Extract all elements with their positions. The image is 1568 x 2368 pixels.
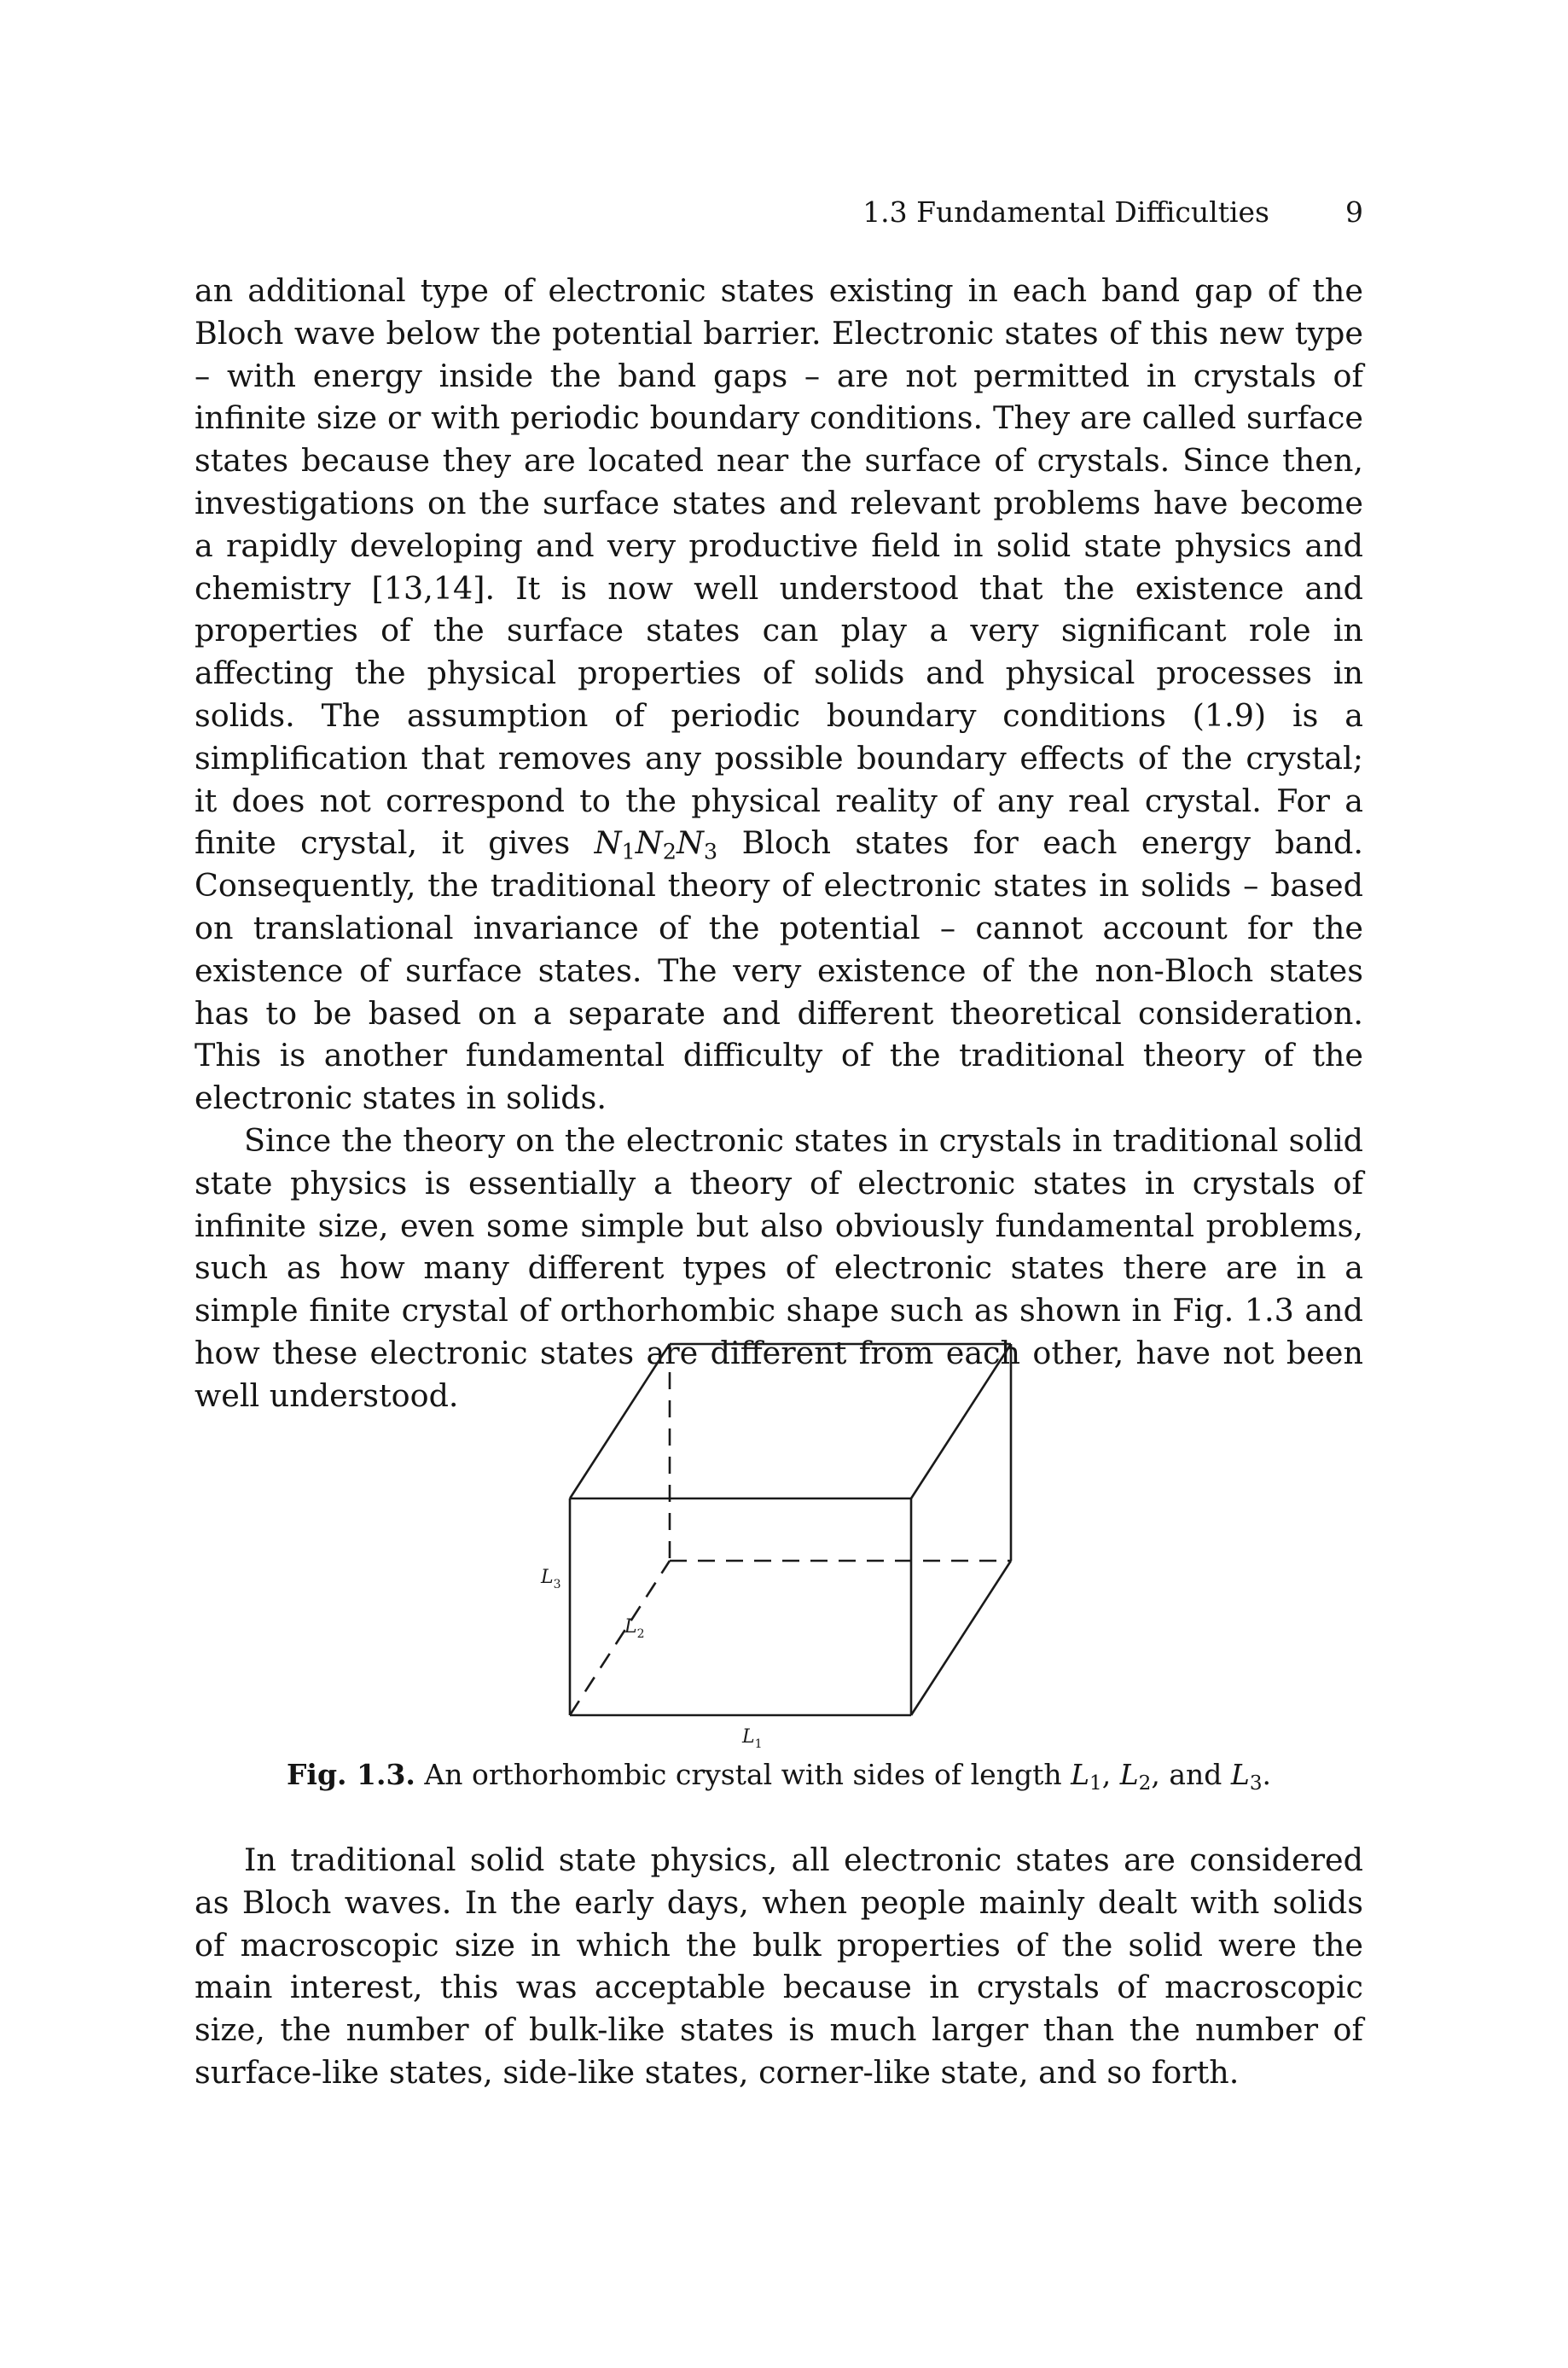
caption-math-l3: $L_3$ xyxy=(1230,1758,1263,1795)
right-top-depth-edge xyxy=(911,1344,1011,1498)
caption-text: An orthorhombic crystal with sides of length xyxy=(424,1758,1062,1791)
label-l2: $L_2$ xyxy=(624,1616,645,1641)
crystal-diagram xyxy=(541,1331,1024,1751)
paragraph-bloch-waves: In traditional solid state physics, all electronic states are considered as Bloch waves. In the early days, when people mainly dealt with solids of macroscopic size in which the bulk properties of the solid were the main interest, this was acceptable because in crystals of macroscopic size, the number of bulk-like states is much larger than the number of surface-like states, side-like states, corner-like state, and so forth. xyxy=(195,1841,1363,2091)
inline-math-n1n2n3: $N_1N_2N_3$ xyxy=(594,824,718,865)
section-title: 1.3 Fundamental Difficulties xyxy=(862,195,1269,229)
body-text-bottom xyxy=(195,1839,1363,2094)
caption-math-l1: $L_1$ xyxy=(1071,1758,1102,1795)
paragraph-text: an additional type of electronic states existing in each band gap of the Bloch wave below the potential barrier. Electronic states of this new type – with energy inside the band gaps – are not permitted in crystals of infinite size or with periodic boundary conditions. They are called surface states because they are located near the surface of crystals. Since then, investigations on the surface states and relevant problems have become a rapidly developing and very productive field in solid state physics and chemistry [13,14]. It is now well understood that the existence and properties of the surface states can play a very significant role in affecting the physical properties of solids and physical processes in solids. The assumption of periodic boundary conditions (1.9) is a simplification that removes any possible boundary effects of the crystal; it does not correspond to the physical reality of any real crystal. For a finite crystal, it gives xyxy=(195,272,1363,862)
paragraph-text: Bloch states for each energy band. Consequently, the traditional theory of electronic states in solids – based on translational invariance of the potential – cannot account for the existence of surface states. The very existence of the non-Bloch states has to be based on a separate and different theoretical consideration. This is another fundamental difficulty of the traditional theory of the electronic states in solids. xyxy=(195,824,1363,1117)
body-text-top xyxy=(195,270,1363,1417)
figure-caption: Fig. 1.3. An orthorhombic crystal with sides of length $L_1$, $L_2$, and $L_3$. xyxy=(286,1758,1272,1795)
paragraph-infinite-size: Since the theory on the electronic states in crystals in traditional solid state physics is essentially a theory of electronic states in crystals of infinite size, even some simple but also obviously fundamental problems, such as how many different types of electronic states there are in a simple finite crystal of orthorhombic shape such as shown in Fig. 1.3 and how these electronic states are different from each other, have not been well understood. xyxy=(195,1121,1363,1414)
label-l3: $L_3$ xyxy=(541,1567,561,1591)
paragraph-surface-states xyxy=(195,270,1363,1120)
label-l1: $L_1$ xyxy=(742,1726,763,1751)
figure-orthorhombic-crystal xyxy=(541,1331,1024,1751)
right-bottom-depth-edge xyxy=(911,1561,1011,1715)
caption-label: Fig. 1.3. xyxy=(286,1758,415,1791)
page-number: 9 xyxy=(1345,195,1363,229)
caption-math-l2: $L_2$ xyxy=(1119,1758,1152,1795)
hidden-left-bottom-depth-edge xyxy=(570,1561,670,1715)
left-top-depth-edge xyxy=(570,1344,670,1498)
